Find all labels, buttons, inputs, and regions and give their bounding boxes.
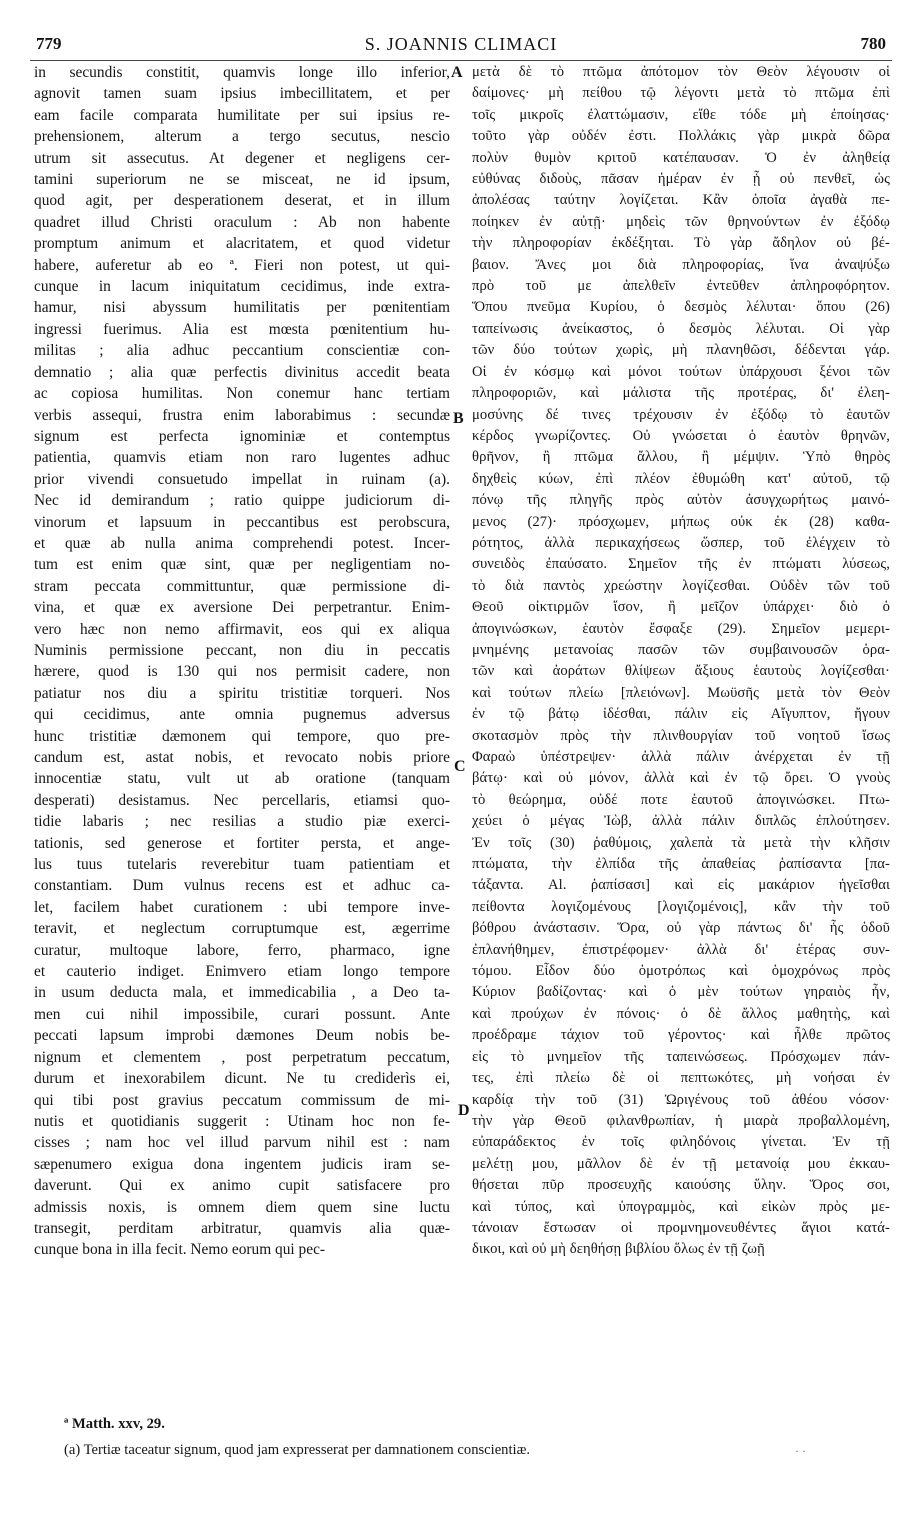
- greek-text-line: εὐπαράδεκτος ἐν τοῖς φιληδόνοις γίνεται. Ἐν τῇ: [472, 1134, 890, 1151]
- greek-text-line: τὸ διὰ παντὸς χρεώστην λογίζεσθαι. Οὐδὲν τῶν τοῦ: [472, 577, 890, 594]
- stray-print-marks: · ·: [795, 1444, 806, 1458]
- latin-text-line: prior vivendi consuetudo impellat in ruinam (a).: [34, 470, 450, 488]
- latin-text-line: ingressi fuerimus. Alia est mœsta pœnitentium hu-: [34, 320, 450, 338]
- running-header: [30, 34, 892, 60]
- margin-marker-d: D: [458, 1102, 470, 1119]
- latin-text-line: ac copiosa humilitas. Non conemur hanc tertiam: [34, 385, 450, 403]
- greek-text-line: καὶ τύπος, καὶ ὑπογραμμὸς, καὶ εἰκὼν πρὸς με-: [472, 1198, 890, 1215]
- latin-text-line: et cauterio indiget. Enimvero etiam longo tempore: [34, 963, 450, 981]
- greek-text-line: πληροφοριῶν, καὶ μάλιστα τῆς προτέρας, δι' ἐλεη-: [472, 385, 890, 402]
- latin-text-line: hamur, nisi abyssum humilitatis per pœnitentiam: [34, 299, 450, 317]
- greek-text-line: θήσεται πῦρ προσευχῆς καιούσης ὕλην. Ὅρος σοι,: [472, 1177, 890, 1194]
- latin-text-line: et quæ ab nulla anima comprehendi potest. Incer-: [34, 534, 450, 552]
- greek-text-line: βάτῳ· καὶ οὐ μόνον, ἀλλὰ καὶ ἐν τῷ ὄρει. Ὁ γνοὺς: [472, 770, 890, 787]
- latin-text-line: eam facile comparata humilitate per sui ipsius re-: [34, 106, 450, 124]
- greek-text-line: τῶν δύο τούτων χωρὶς, μὴ πλανηθῶσι, δέδενται γάρ.: [472, 342, 890, 359]
- greek-text-line: χεύει ὁ μέγας Ἰὼβ, ἀλλὰ πάλιν διπλῶς ἐπλούτησεν.: [472, 813, 890, 830]
- greek-text-line: Φαραὼ ὑπέστρεψεν· ἀλλὰ πάλιν ἀνέρχεται ἐν τῇ: [472, 749, 890, 765]
- latin-text-line: in usum deducta mala, et immedicabilia , a Deo ta-: [34, 984, 450, 1002]
- greek-text-line: ἀπολέσας ταύτην λογίζεται. Κἂν ὁποῖα ἀγαθὰ πε-: [472, 192, 890, 209]
- footnote-scripture: ª Matth. xxv, 29.: [64, 1416, 165, 1432]
- greek-text-line: εἰς τὸ μνημεῖον τῆς ταπεινώσεως. Πρόσχωμεν πάν-: [472, 1048, 890, 1065]
- footnote-a: (a) Tertiæ taceatur signum, quod jam expresserat per damnationem conscientiæ.: [64, 1442, 530, 1458]
- latin-text-line: peccati lapsum improbi dæmones Deum nobis be-: [34, 1027, 450, 1045]
- latin-text-line: lus tuus tutelaris reverebitur tuam patientiam et: [34, 856, 450, 874]
- latin-text-line: tum est enim quæ sint, quæ per negligentiam no-: [34, 556, 450, 574]
- greek-text-line: βαιον. Ἄνες μοι διὰ πληροφορίας, ἵνα ἀναψύξω: [472, 256, 890, 273]
- page-number-right: 780: [860, 34, 886, 53]
- greek-text-line: τάνοιαν ἔστωσαν οἱ προμνημονευθέντες ἅγιοι κατά-: [472, 1219, 890, 1236]
- greek-text-line: πρὸ τοῦ με ἀπελθεῖν ἐντεῦθεν ἀπληροφόρητον.: [472, 278, 890, 295]
- latin-text-line: vinorum et lapsuum in peccantibus est perobscura,: [34, 513, 450, 531]
- latin-text-line: constantiam. Dum vulnus recens est et adhuc ca-: [34, 877, 450, 895]
- greek-text-line: τὴν πληροφορίαν ἐκδέξηται. Τὸ γὰρ ἄδηλον οὐ βέ-: [472, 235, 890, 252]
- latin-text-line: stram peccata committuntur, quæ permissione di-: [34, 577, 450, 595]
- latin-text-line: in secundis constitit, quamvis longe illo inferior,: [34, 64, 450, 81]
- latin-text-line: sæpenumero exigua dona ingentem judicis iram se-: [34, 1155, 450, 1173]
- greek-text-line: κέρδος γνωρίζοντες. Οὐ γνώσεται ὁ ἑαυτὸν θρηνῶν,: [472, 427, 890, 444]
- latin-text-line: candum est, astat nobis, et revocato nobis priore: [34, 749, 450, 766]
- latin-text-line: tidie labaris ; nec resilias a studio piæ exerci-: [34, 813, 450, 831]
- greek-text-line: δαίμονες· μὴ πείθου τῷ λέγοντι μετὰ τὸ πτῶμα ἐπὶ: [472, 85, 890, 102]
- latin-text-line: hærere, quod is 130 qui nos permisit cadere, non: [34, 663, 450, 681]
- greek-text-line: δικοι, καὶ οὐ μὴ δεηθήσῃ βιβλίου ὅλως ἐν τῇ ζωῇ: [472, 1241, 765, 1258]
- latin-text-line: vina, et quæ ex aversione Dei perpetrantur. Enim-: [34, 599, 450, 617]
- latin-text-line: demnatio ; alia quæ perfectis divinitus accedit beata: [34, 363, 450, 381]
- latin-text-line: qui cecidimus, ante omnia pugnemus adversus: [34, 706, 450, 724]
- greek-text-line: μοσύνης δέ τινες τρέχουσιν ἐν ἐξόδῳ τὸ ἑαυτῶν: [472, 406, 890, 423]
- latin-text-line: militas ; alia adhuc peccantium conscientiæ con-: [34, 342, 450, 360]
- latin-text-line: patiatur nos diu a spiritu tristitiæ torqueri. Nos: [34, 684, 450, 702]
- latin-text-line: quod agit, per desperationem deserat, et in illum: [34, 192, 450, 210]
- latin-text-line: utrum sit assecutus. At degener et negligens cer-: [34, 149, 450, 167]
- greek-text-line: τοῦτο γὰρ οὐδέν ἐστι. Πολλάκις γὰρ μικρὰ δῶρα: [472, 128, 890, 145]
- latin-text-line: signum est perfecta ignominiæ et contemptus: [34, 427, 450, 445]
- greek-text-line: Ὅπου πνεῦμα Κυρίου, ὁ δεσμὸς λέλυται· ὅπου (26): [472, 299, 890, 316]
- greek-text-line: πτώματα, τὴν ἐλπίδα τῆς ἀπαθείας ῥαπίσαντα [πα-: [472, 856, 890, 873]
- latin-text-line: nignum et clementem , post perpetratum peccatum,: [34, 1048, 450, 1066]
- greek-text-line: θρῆνον, ἢ πτῶμα ἄλλου, ἢ μέμψιν. Ὑπὸ θηρὸς: [472, 449, 890, 466]
- greek-text-line: βόθρου ἀνάστασιν. Ὅρα, οὐ γὰρ πάντως δι' ἧς ὁδοῦ: [472, 920, 890, 937]
- latin-text-line: curatur, multoque labore, ferro, pharmaco, igne: [34, 941, 450, 959]
- greek-text-line: ἀπογινώσκων, ἑαυτὸν ἔσφαξε (29). Σημεῖον μεμερι-: [472, 620, 890, 637]
- greek-text-line: τάξαντα. Al. ῥαπίσασι] καὶ εἰς μακάριον ἡγεῖσθαι: [472, 877, 890, 894]
- latin-text-line: vero hæc non nemo affirmavit, eos qui ex aliqua: [34, 620, 450, 638]
- latin-text-line: patientia, quamvis etiam non raro lugentes adhuc: [34, 449, 450, 467]
- latin-text-line: agnovit tamen suam ipsius imbecillitatem, et per: [34, 85, 450, 103]
- latin-column: [34, 62, 450, 1261]
- margin-marker-b: B: [453, 410, 464, 427]
- greek-text-line: εὐθύνας διδοὺς, πᾶσαν ἡμέραν ἐν ᾗ οὐ πενθεῖ, ὡς: [472, 171, 890, 188]
- greek-text-line: καὶ τούτων πλείω [πλειόνων]. Μωϋσῆς μετὰ τὸν Θεὸν: [472, 684, 890, 701]
- greek-text-line: Οἱ ἐν κόσμῳ καὶ μόνοι τούτων ὑπάρχουσι ξένοι τῶν: [472, 363, 890, 380]
- greek-text-line: ποίηκεν ἐν αὐτῇ· μηδεὶς τῶν θρηνούντων ἐν ἐξόδῳ: [472, 213, 890, 230]
- latin-text-line: habere, auferetur ab eo ª. Fieri non potest, ut qui-: [34, 256, 450, 274]
- running-title: S. JOANNIS CLIMACI: [364, 34, 558, 54]
- greek-text-line: τὸ θεώρημα, οὐδέ ποτε ἑαυτοῦ ἀπογινώσκει. Πτω-: [472, 791, 890, 808]
- greek-text-line: καρδίᾳ τὴν τοῦ (31) Ὠριγένους τοῦ ἀθέου νόσον·: [472, 1091, 890, 1108]
- greek-text-line: Κύριον βαδίζοντας· καὶ ὁ μὲν τούτων γηραιὸς ἦν,: [472, 984, 890, 1001]
- header-rule: [30, 60, 892, 61]
- latin-text-line: nutis et quotidianis suggerit : Utinam hoc non fe-: [34, 1112, 450, 1130]
- greek-text-line: καὶ προύχων ἐν πόνοις· ὁ δὲ ἄλλος μαθητὴς, καὶ: [472, 1005, 890, 1022]
- latin-text-line: tamini superiorum ne se misceat, ne id ipsum,: [34, 171, 450, 189]
- greek-text-line: τὴν γὰρ Θεοῦ φιλανθρωπίαν, ἡ μιαρὰ προβαλλομένη,: [472, 1112, 890, 1129]
- greek-text-line: τες, ἐπὶ πλείω δὲ οἱ πεπτωκότες, μὴ νοήσαι ἐν: [472, 1070, 890, 1087]
- latin-text-line: durum et inexorabilem dicunt. Ne tu crediderìs ei,: [34, 1070, 450, 1088]
- greek-text-line: Θεοῦ οἰκτιρμῶν ἴσον, ἢ μεῖζον ὑπάρχει· διὸ ὁ: [472, 599, 890, 616]
- latin-text-line: cisses ; nam hoc vel illud parvum nihil est : nam: [34, 1134, 450, 1152]
- greek-text-line: δηχθεὶς κύων, ἐπὶ πλέον ἐθυμώθη κατ' αὐτοῦ, τῷ: [472, 470, 890, 487]
- margin-marker-c: C: [454, 758, 466, 775]
- greek-text-line: πείθοντα λογιζομένους [λογιζομένοις], κἂν τὴν τοῦ: [472, 898, 890, 915]
- greek-column: [472, 62, 890, 1261]
- latin-text-line: innocentiæ statu, vult ut ab oratione (tanquam: [34, 770, 450, 788]
- greek-text-line: τοῖς μικροῖς ἐλαττώμασιν, εἴθε τόδε μὴ ἐποίησας·: [472, 106, 890, 123]
- greek-text-line: ρότητος, ἀλλὰ περικαχήσεως ὥσπερ, τοῦ ἐλέγχειν τὸ: [472, 534, 890, 551]
- latin-text-line: daverunt. Qui ex animo cupit satisfacere pro: [34, 1177, 450, 1195]
- greek-text-line: μνημένης μετανοίας πασῶν τῶν συμβαινουσῶν ὁρα-: [472, 641, 890, 658]
- latin-text-line: qui tibi post gravius peccatum commissum de mi-: [34, 1091, 450, 1109]
- latin-text-line: tationis, sed generose et fortiter persta, et ange-: [34, 834, 450, 852]
- latin-text-line: quadret illud Christi oraculum : Ab non habente: [34, 213, 450, 231]
- latin-text-line: promptum animum et alacritatem, et quod videtur: [34, 235, 450, 253]
- latin-text-line: Numinis permissione peccant, non diu in peccatis: [34, 641, 450, 659]
- latin-text-line: men cui nihil impossibile, curari possunt. Ante: [34, 1005, 450, 1023]
- greek-text-line: ἐν τῷ βάτῳ ἰδέσθαι, πάλιν εἰς Αἴγυπτον, ἤγουν: [472, 706, 890, 723]
- greek-text-line: μελέτῃ μου, μᾶλλον δὲ ἐν τῇ μετανοίᾳ μου ἐκκαυ-: [472, 1155, 890, 1172]
- greek-text-line: πόνῳ τῆς πληγῆς πρὸς αὐτὸν ἀσυγχωρήτως μαινό-: [472, 492, 890, 509]
- greek-text-line: συνειδὸς ἐπαύσατο. Σημεῖον τῆς ἐν πτώματι λύσεως,: [472, 556, 890, 573]
- latin-text-line: Nec id demirandum ; ratio quippe judiciorum di-: [34, 492, 450, 510]
- greek-text-line: μενος (27)· πρόσχωμεν, μήπως οὐκ ἐκ (28) καθα-: [472, 513, 890, 530]
- greek-text-line: σκοτασμὸν πρὸς τὴν πλινθουργίαν τοῦ νοητοῦ ἴσως: [472, 727, 890, 744]
- latin-text-line: verbis assequi, frustra enim laborabimus : secundæ: [34, 406, 450, 424]
- latin-text-line: cunque in lacum iniquitatum cecidimus, inde extra-: [34, 278, 450, 296]
- latin-text-line: teravit, et neglectum corruptumque est, ægerrime: [34, 920, 450, 938]
- latin-text-line: transegit, perditam arbitratur, quamvis alia quæ-: [34, 1219, 450, 1237]
- latin-text-line: hunc tristitiæ dæmonem qui tempore, quo pre-: [34, 727, 450, 745]
- page-number-left: 779: [36, 34, 62, 53]
- greek-text-line: ἐπλανήθημεν, ἐπιστρέφομεν· ἀλλὰ δι' ἑτέρας συν-: [472, 941, 890, 958]
- greek-text-line: ταπείνωσις ἀνείκαστος, ὁ δεσμὸς λέλυται. Οἱ γὰρ: [472, 320, 890, 337]
- greek-text-line: τόμου. Εἶδον δύο ὁμοτρόπως καὶ ὁμοχρόνως πρὸς: [472, 963, 890, 980]
- latin-text-line: desperati) desistamus. Nec percellaris, etiamsi quo-: [34, 791, 450, 809]
- greek-text-line: προέδραμε τάχιον τοῦ γέροντος· καὶ ἦλθε πρῶτος: [472, 1027, 890, 1044]
- greek-text-line: πολὺν θυμὸν κριτοῦ κατέπαυσαν. Ὁ ἐν ἀληθείᾳ: [472, 149, 890, 166]
- greek-text-line: Ἐν τοῖς (30) ῥαθύμοις, χαλεπὰ τὰ μετὰ τὴν κλῆσιν: [472, 834, 890, 851]
- greek-text-line: μετὰ δὲ τὸ πτῶμα ἀπότομον τὸν Θεὸν λέγουσιν οἱ: [472, 64, 890, 80]
- greek-text-line: τῶν καὶ ἀοράτων θλίψεων ἄξιους ἑαυτοὺς λογίζεσθαι·: [472, 663, 890, 680]
- margin-marker-a: A: [451, 64, 463, 81]
- latin-text-line: admissis noxis, is omnem diem quem sine luctu: [34, 1198, 450, 1216]
- latin-text-line: prehensionem, alterum a tergo secutus, nescio: [34, 128, 450, 146]
- latin-text-line: let, facilem habet curationem : ubi tempore inve-: [34, 898, 450, 916]
- latin-text-line: cunque bona in illa fecit. Nemo eorum qui pec-: [34, 1241, 326, 1259]
